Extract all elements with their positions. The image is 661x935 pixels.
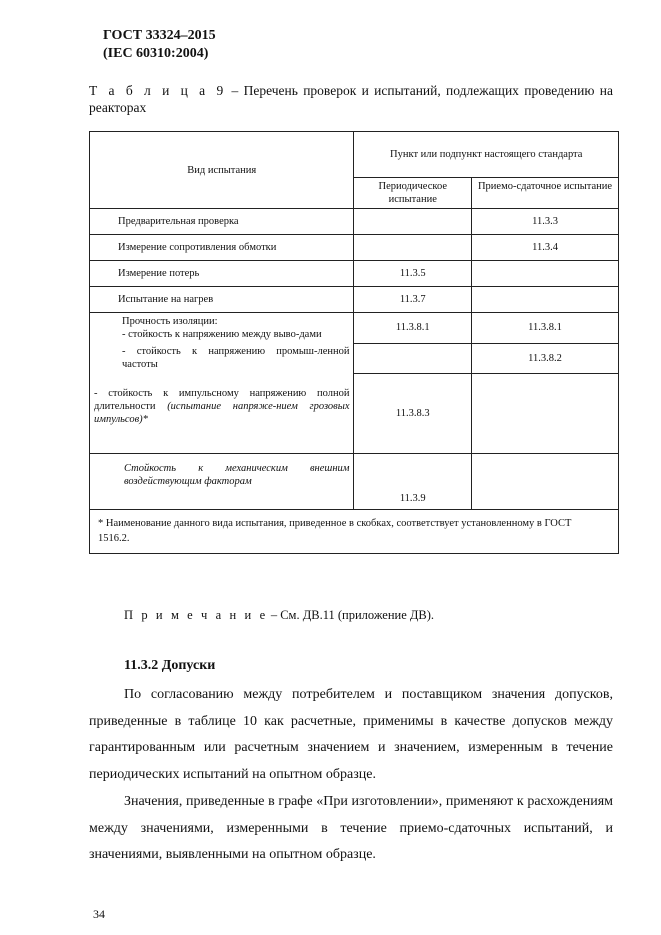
header-acceptance: Приемо-сдаточное испытание [472, 178, 619, 209]
iec-reference: (IEC 60310:2004) [103, 46, 209, 61]
caption-text: – Перечень проверок и испытаний, подлежащих проведению на реакторах [89, 83, 613, 115]
mechanical-periodic: 11.3.9 [354, 453, 472, 509]
insulation-item1-periodic: 11.3.8.1 [354, 313, 472, 344]
insulation-item3-acceptance [472, 373, 619, 453]
row-acceptance: 11.3.4 [472, 235, 619, 261]
table-footnote: * Наименование данного вида испытания, приведенное в скобках, соответствует установленному в ГОСТ 1516.2. [90, 509, 619, 553]
table-row [90, 343, 619, 373]
insulation-item2: - стойкость к напряжению промыш-ленной частоты [90, 343, 354, 373]
table-footnote-row [90, 509, 619, 553]
insulation-item3-cell [90, 373, 354, 453]
paragraph-1: По согласованию между потребителем и поставщиком значения допусков, приведенные в таблице 10 как расчетные, применимы в качестве допусков между гарантированным или расчетным значением и значением, измеренным в течение периодических испытаний на опытном образце. [89, 687, 613, 782]
header-clause: Пункт или подпункт настоящего стандарта [354, 132, 619, 178]
row-name: Измерение сопротивления обмотки [90, 235, 354, 261]
row-periodic: 11.3.7 [354, 287, 472, 313]
note-label: П р и м е ч а н и е [124, 608, 268, 622]
row-name: Испытание на нагрев [90, 287, 354, 313]
header-test-type: Вид испытания [90, 132, 354, 209]
caption-prefix: Т а б л и ц а 9 [89, 83, 227, 98]
row-acceptance [472, 287, 619, 313]
insulation-item2-periodic [354, 343, 472, 373]
standard-number: ГОСТ 33324–2015 [103, 28, 216, 43]
insulation-item1-acceptance: 11.3.8.1 [472, 313, 619, 344]
insulation-item3-italic: (испытание напряже-нием грозовых импульсов)* [94, 401, 350, 425]
section-title: 11.3.2 Допуски [124, 658, 216, 673]
tests-table [89, 131, 619, 554]
insulation-item3-periodic: 11.3.8.3 [354, 373, 472, 453]
table-caption [89, 82, 613, 116]
table-row [90, 235, 619, 261]
insulation-title: Прочность изоляции: [122, 316, 218, 327]
mechanical-acceptance [472, 453, 619, 509]
row-periodic: 11.3.5 [354, 261, 472, 287]
table-row [90, 209, 619, 235]
insulation-item1: - стойкость к напряжению между выво-дами [122, 329, 322, 340]
row-name: Предварительная проверка [90, 209, 354, 235]
page-number: 34 [93, 907, 105, 921]
insulation-item3: - стойкость к импульсному напряжению полной длительности [94, 388, 350, 412]
table-row [90, 313, 619, 344]
row-acceptance [472, 261, 619, 287]
table-row [90, 453, 619, 509]
note-text: – См. ДВ.11 (приложение ДВ). [267, 608, 435, 622]
header-periodic: Периодическое испытание [354, 178, 472, 209]
paragraph-2: Значения, приведенные в графе «При изготовлении», применяют к расхождениям между значениями, измеренными в течение приемо-сдаточных испытаний, и значениями, выявленными на опытном образце. [89, 794, 613, 862]
table-row [90, 373, 619, 453]
row-periodic [354, 209, 472, 235]
row-periodic [354, 235, 472, 261]
document-header [103, 27, 216, 63]
row-name: Измерение потерь [90, 261, 354, 287]
mechanical-name: Стойкость к механическим внешним воздействующим факторам [90, 453, 354, 509]
table-row [90, 261, 619, 287]
table-note [124, 608, 434, 623]
insulation-item2-acceptance: 11.3.8.2 [472, 343, 619, 373]
insulation-item1-cell [90, 313, 354, 344]
table-row [90, 287, 619, 313]
row-acceptance: 11.3.3 [472, 209, 619, 235]
